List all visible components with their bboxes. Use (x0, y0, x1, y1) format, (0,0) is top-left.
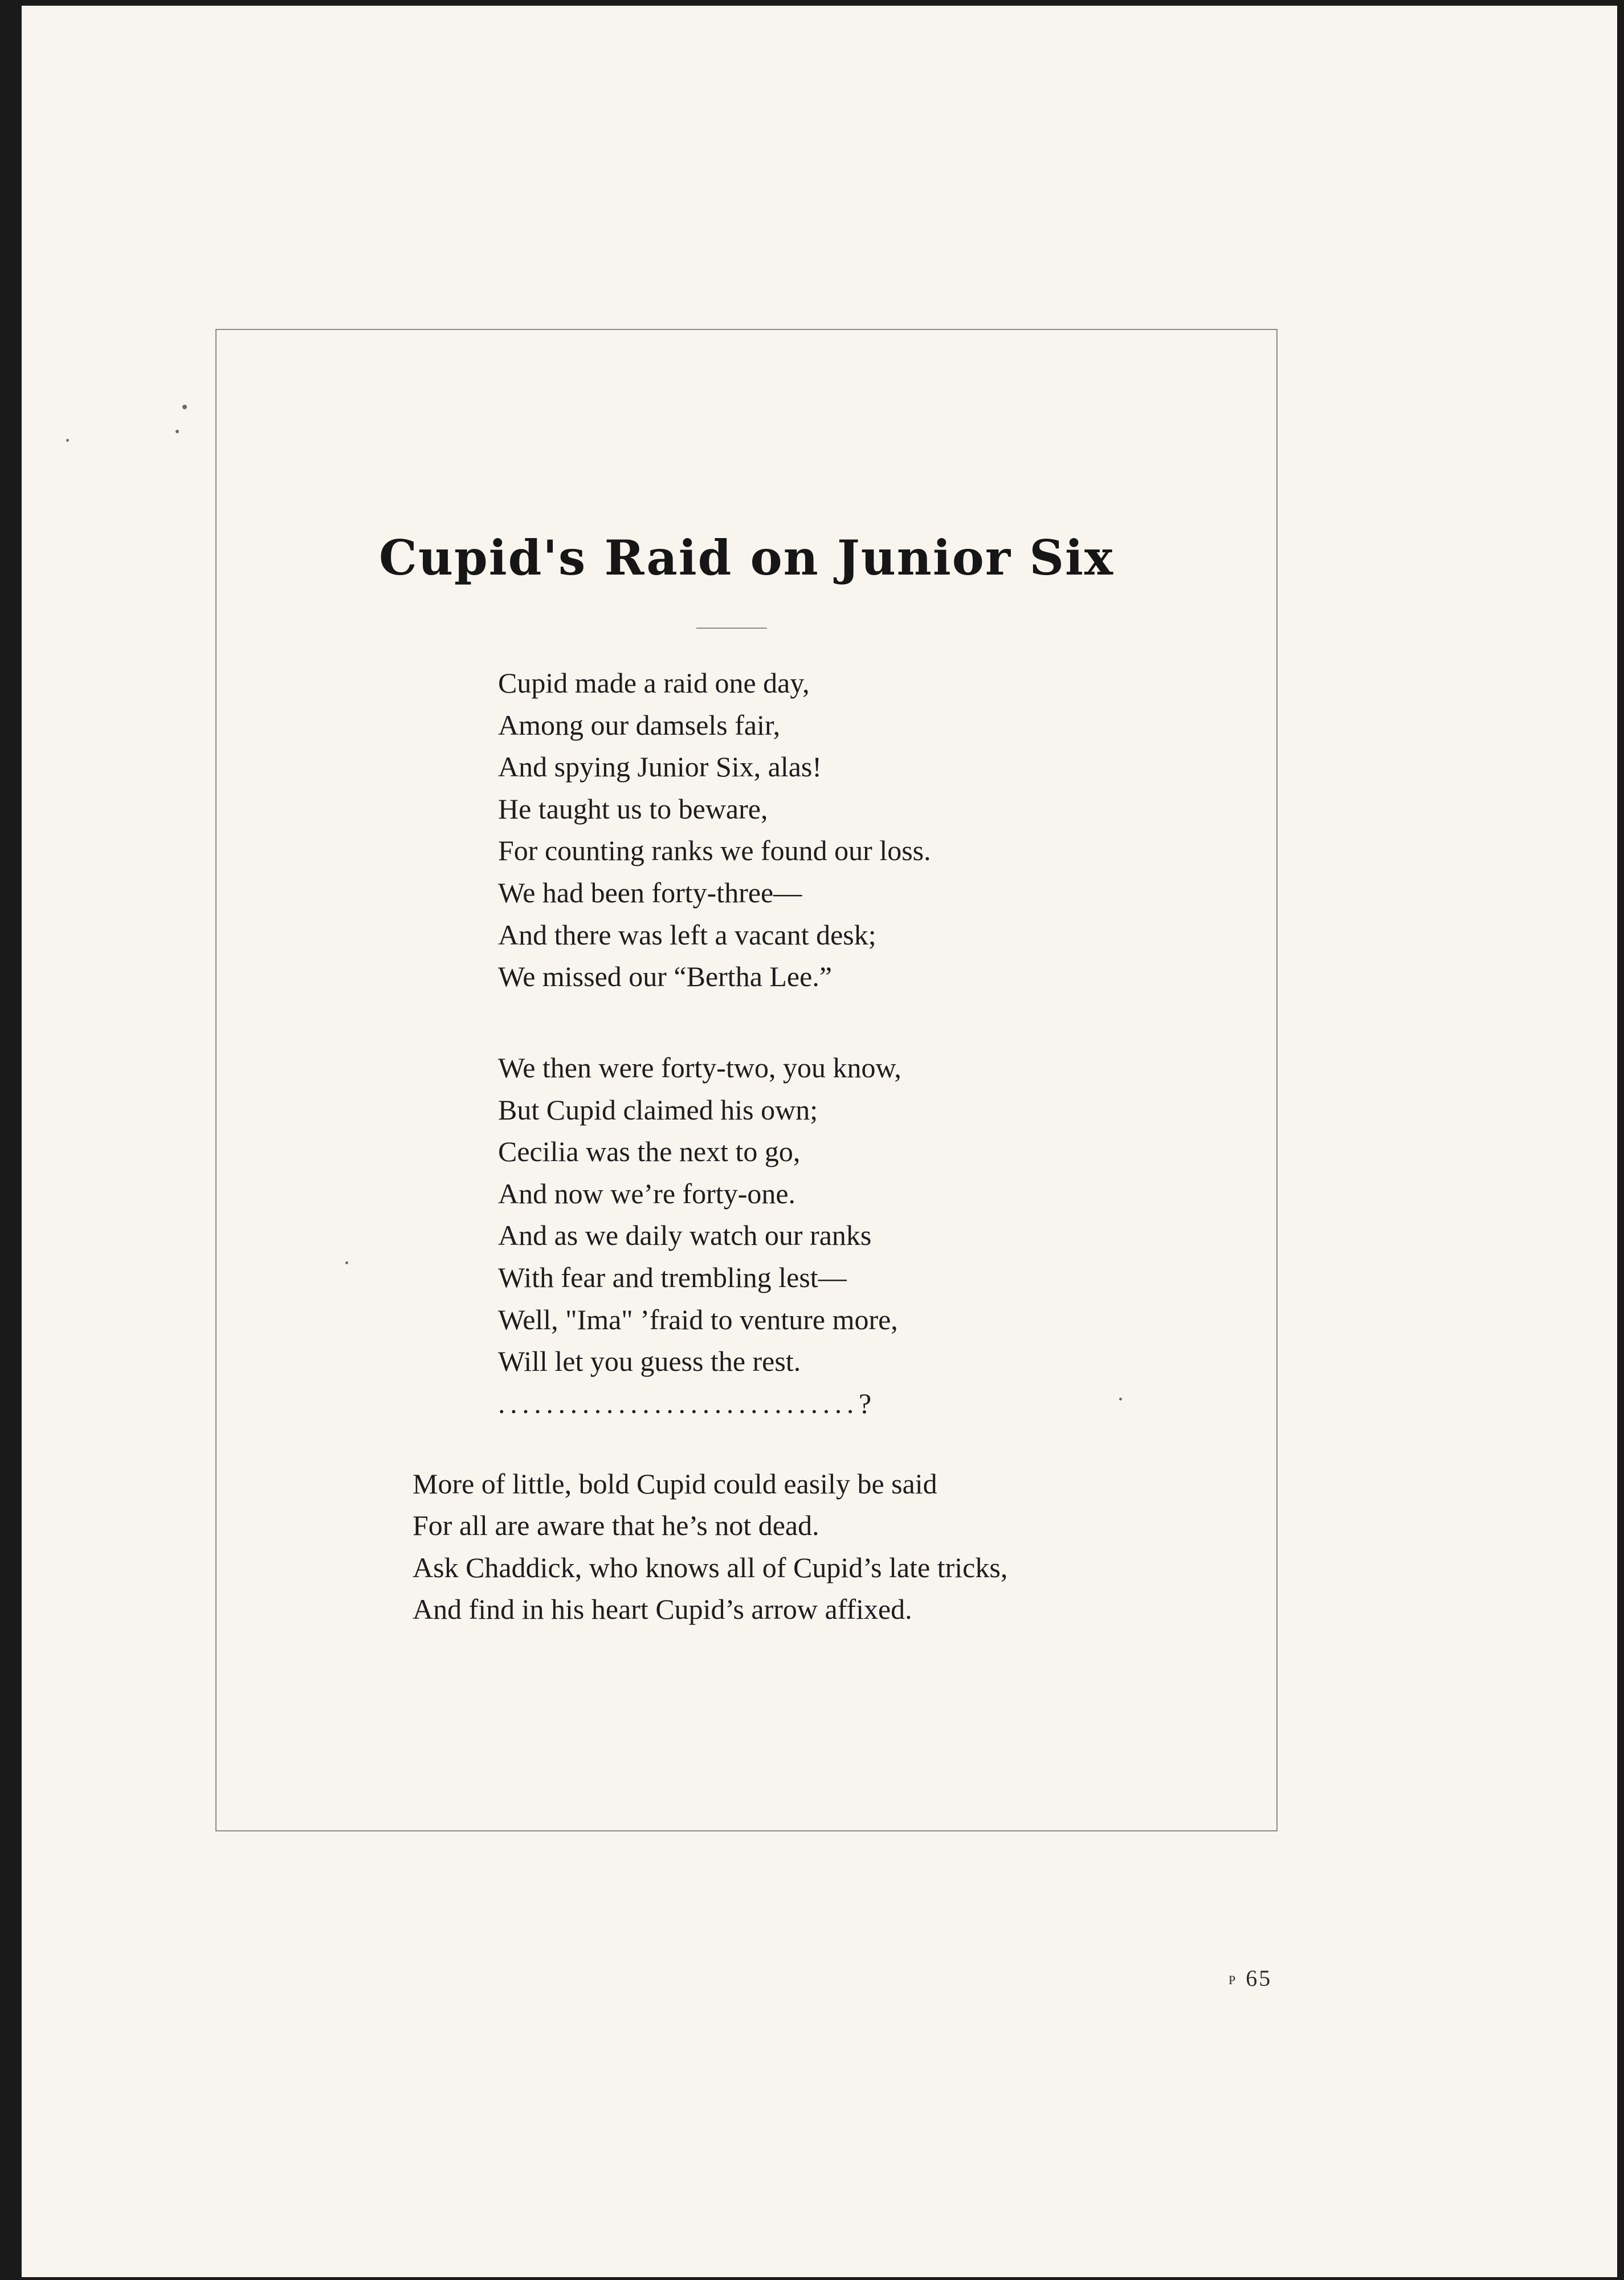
verse-line: For counting ranks we found our loss. (498, 834, 931, 867)
dotted-leader-line: ..............................? (498, 1387, 876, 1419)
verse-line: Ask Chaddick, who knows all of Cupid’s late tricks, (413, 1551, 1008, 1583)
book-page (22, 6, 1617, 2277)
verse-line: He taught us to beware, (498, 792, 768, 825)
verse-line: And spying Junior Six, alas! (498, 751, 822, 783)
verse-line: And find in his heart Cupid’s arrow affixed. (413, 1593, 912, 1625)
verse-line: And there was left a vacant desk; (498, 918, 876, 951)
paper-speck (176, 430, 179, 433)
verse-line: We had been forty-three— (498, 876, 802, 909)
stanza-two (498, 1047, 901, 1424)
paper-speck (66, 439, 69, 442)
page-number-value: 65 (1246, 1965, 1272, 1991)
poem-title: Cupid's Raid on Junior Six (379, 530, 1114, 586)
poem-frame (215, 329, 1278, 1831)
page-number (1229, 1965, 1272, 1992)
verse-line: And now we’re forty-one. (498, 1177, 796, 1210)
paper-speck (182, 405, 187, 409)
verse-line: For all are aware that he’s not dead. (413, 1509, 819, 1542)
stanza-one (498, 662, 931, 998)
verse-line: We then were forty-two, you know, (498, 1052, 901, 1084)
verse-line: Will let you guess the rest. (498, 1345, 801, 1378)
verse-line: Cupid made a raid one day, (498, 667, 810, 699)
verse-line: Well, "Ima" ’fraid to venture more, (498, 1303, 898, 1336)
verse-line: With fear and trembling lest— (498, 1261, 847, 1293)
verse-line: Cecilia was the next to go, (498, 1135, 801, 1168)
verse-line: More of little, bold Cupid could easily be said (413, 1468, 937, 1500)
page-number-prefix: P (1229, 1973, 1236, 1987)
verse-line: And as we daily watch our ranks (498, 1219, 872, 1252)
closing-verse (413, 1463, 1007, 1630)
verse-line: Among our damsels fair, (498, 709, 781, 741)
verse-line: But Cupid claimed his own; (498, 1093, 818, 1126)
title-divider (696, 628, 767, 629)
verse-line: We missed our “Bertha Lee.” (498, 960, 833, 993)
